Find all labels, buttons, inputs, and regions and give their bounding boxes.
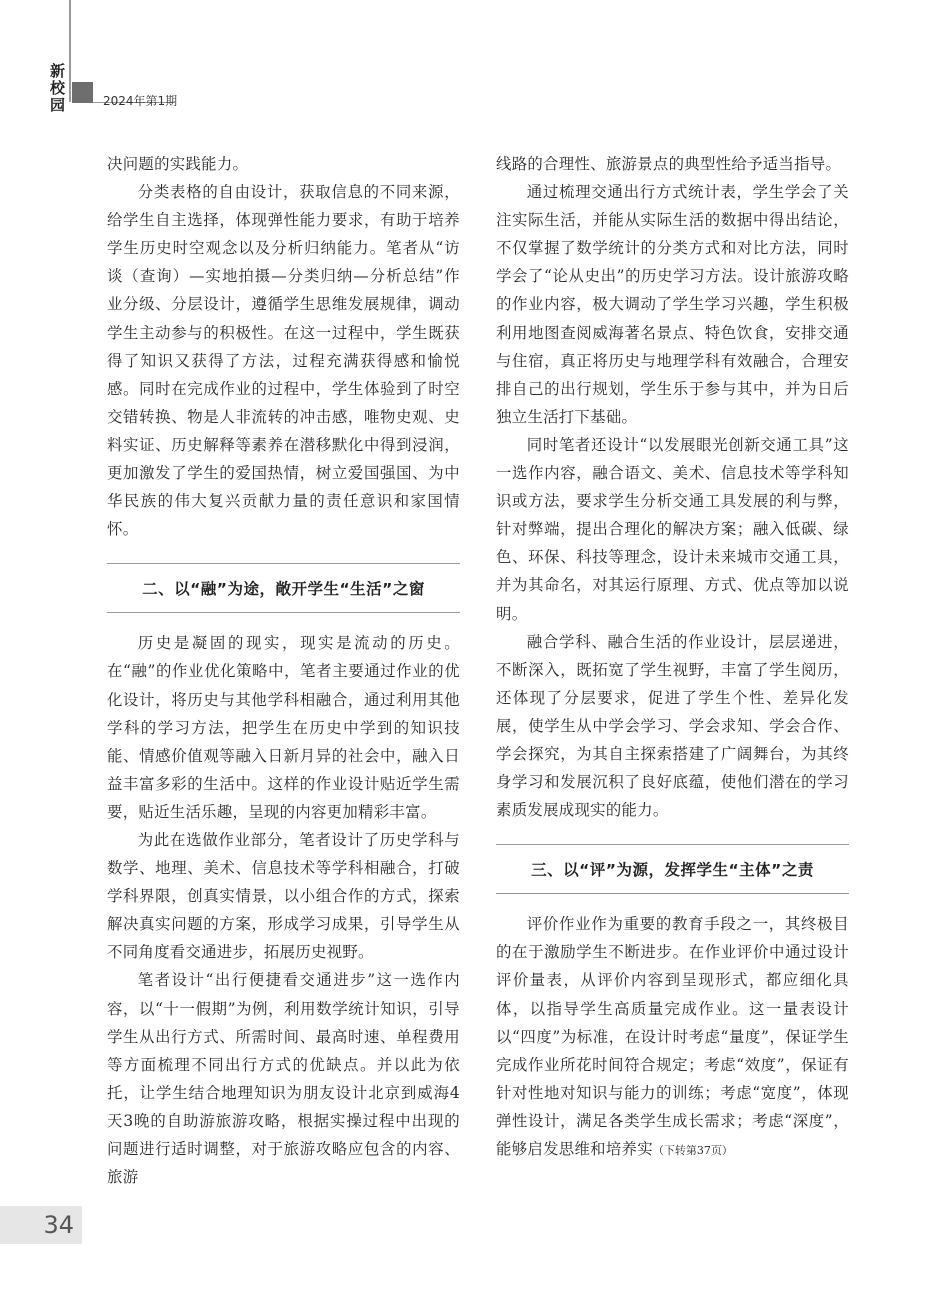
continued-note: （下转第37页） [652,1144,733,1157]
paragraph [496,910,849,1165]
paragraph: 线路的合理性、旅游景点的典型性给予适当指导。 [496,155,842,173]
brand-char-1: 新 [50,62,66,80]
brand-char-3: 园 [50,96,66,114]
paragraph: 分类表格的自由设计，获取信息的不同来源，给学生自主选择，体现弹性能力要求，有助于培养学生历史时空观念以及分析归纳能力。笔者从“访谈（查询）—实地拍摄—分类归纳—分析总结”作业分级、分层设计，遵循学生思维发展规律，调动学生主动参与的积极性。在这一过程中，学生既获得了知识又获得了方法，过程充满获得感和愉悦感。同时在完成作业的过程中，学生体验到了时空交错转换、物是人非流转的冲击感，唯物史观、史料实证、历史解释等素养在潜移默化中得到浸润，更加激发了学生的爱国热情，树立爱国强国、为中华民族的伟大复兴贡献力量的责任意识和家国情怀。 [107,183,460,539]
issue-label: 2024年第1期 [103,94,178,108]
left-column [107,150,460,1191]
paragraph: 历史是凝固的现实，现实是流动的历史。在“融”的作业优化策略中，笔者主要通过作业的优化设计，将历史与其他学科相融合，通过利用其他学科的学习方法，把学生在历史中学到的知识技能、情感价值观等融入日新月异的社会中，融入日益丰富多彩的生活中。这样的作业设计贴近学生需要，贴近生活乐趣，呈现的内容更加精彩丰富。 [107,634,460,821]
journal-brand [50,63,70,114]
paragraph: 为此在选做作业部分，笔者设计了历史学科与数学、地理、美术、信息技术等学科相融合，打破学科界限，创真实情景，以小组合作的方式，探索解决真实问题的方案，形成学习成果，引导学生从不同角度看交通进步，拓展历史视野。 [107,830,460,962]
paragraph-text: 评价作业作为重要的教育手段之一，其终极目的在于激励学生不断进步。在作业评价中通过设计评价量表，从评价内容到呈现形式，都应细化具体，以指导学生高质量完成作业。这一量表设计以“四度”为标准，在设计时考虑“量度”，保证学生完成作业所花时间符合规定；考虑“效度”，保证有针对性地对知识与能力的训练；考虑“宽度”，体现弹性设计，满足各类学生成长需求；考虑“深度”，能够启发思维和培养实 [496,915,849,1158]
paragraph: 决问题的实践能力。 [107,155,249,173]
paragraph: 笔者设计“出行便捷看交通进步”这一选作内容，以“十一假期”为例，利用数学统计知识，引导学生从出行方式、所需时间、最高时速、单程费用等方面梳理不同出行方式的优缺点。并以此为依托，让学生结合地理知识为朋友设计北京到威海4天3晚的自助游旅游攻略，根据实操过程中出现的问题进行适时调整，对于旅游攻略应包含的内容、旅游 [107,971,460,1187]
paragraph: 同时笔者还设计“以发展眼光创新交通工具”这一选作内容，融合语文、美术、信息技术等学科知识或方法，要求学生分析交通工具发展的利与弊，针对弊端，提出合理化的解决方案；融入低碳、绿色、环保、科技等理念，设计未来城市交通工具，并为其命名，对其运行原理、方式、优点等加以说明。 [496,435,849,623]
paragraph: 融合学科、融合生活的作业设计，层层递进，不断深入，既拓宽了学生视野，丰富了学生阅历，还体现了分层要求，促进了学生个性、差异化发展，使学生从中学会学习、学会求知、学会合作、学会探究，为其自主探索搭建了广阔舞台，为其终身学习和发展沉积了良好底蕴，使他们潜在的学习素质发展成现实的能力。 [496,632,849,820]
page-number-box [0,1206,82,1244]
brand-square-mark [72,82,93,103]
paragraph: 通过梳理交通出行方式统计表，学生学会了关注实际生活，并能从实际生活的数据中得出结论，不仅掌握了数学统计的分类方式和对比方法，同时学会了“论从史出”的历史学习方法。设计旅游攻略的作业内容，极大调动了学生学习兴趣，学生积极利用地图查阅威海著名景点、特色饮食，安排交通与住宿，真正将历史与地理学科有效融合，合理安排自己的出行规划，学生乐于参与其中，并为日后独立生活打下基础。 [496,183,849,426]
right-column [496,150,849,1165]
page-number: 34 [43,1211,74,1239]
section-heading-2: 二、以“融”为途，敞开学生“生活”之窗 [107,563,460,613]
brand-char-2: 校 [50,79,66,97]
section-heading-3: 三、以“评”为源，发挥学生“主体”之责 [496,844,849,894]
